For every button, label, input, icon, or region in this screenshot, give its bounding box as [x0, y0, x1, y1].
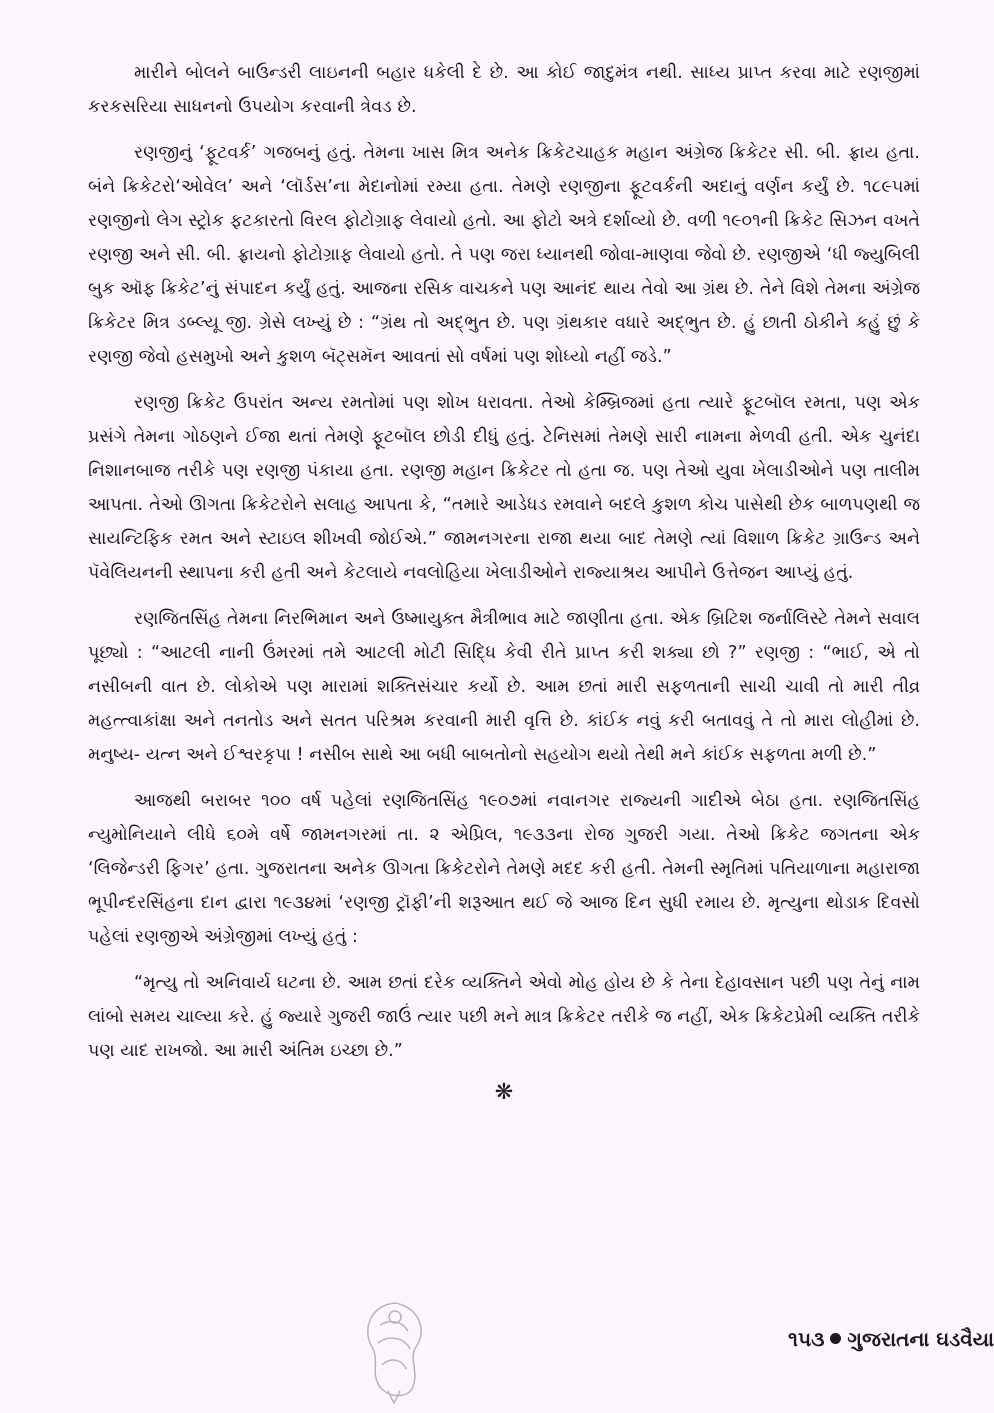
page-body: [88, 56, 920, 1386]
paragraph-4: રણજિતસિંહ તેમના નિરભિમાન અને ઉષ્માયુક્ત મૈત્રીભાવ માટે જાણીતા હતા. એક બ્રિટિશ જર્નાલિસ્ટે તેમને સવાલ પૂછ્યો : “આટલી નાની ઉંમરમાં તમે આટલી મોટી સિદ્ધિ કેવી રીતે પ્રાપ્ત કરી શક્યા છો ?” રણજી : “ભાઈ, એ તો નસીબની વાત છે. લોકોએ પણ મારામાં શક્તિસંચાર કર્યો છે. આમ છતાં મારી સફળતાની સાચી ચાવી તો મારી તીવ્ર મહત્ત્વાકાંક્ષા અને તનતોડ અને સતત પરિશ્રમ કરવાની મારી વૃત્તિ છે. કાંઈક નવું કરી બતાવવું તે તો મારા લોહીમાં છે. મનુષ્ય- યત્ન અને ઈશ્વરકૃપા ! નસીબ સાથે આ બધી બાબતોનો સહયોગ થયો તેથી મને કાંઈક સફળતા મળી છે.”: [88, 609, 920, 765]
decorative-emblem-icon: [350, 1295, 440, 1405]
paragraph-6: “મૃત્યુ તો અનિવાર્ય ઘટના છે. આમ છતાં દરેક વ્યક્તિને એવો મોહ હોય છે કે તેના દેહાવસાન પછી પણ તેનું નામ લાંબો સમય ચાલ્યા કરે. હું જ્યારે ગુજરી જાઉં ત્યાર પછી મને માત્ર ક્રિકેટર તરીકે જ નહીં, એક ક્રિકેટપ્રેમી વ્યક્તિ તરીકે પણ યાદ રાખજો. આ મારી અંતિમ ઇચ્છા છે.”: [88, 973, 920, 1061]
bullet-icon: [830, 1333, 841, 1344]
page-footer: [0, 1265, 994, 1405]
paragraph-5: આજથી બરાબર ૧૦૦ વર્ષ પહેલાં રણજિતસિંહ ૧૯૦૭માં નવાનગર રાજ્યની ગાદીએ બેઠા હતા. રણજિતસિંહ ન્યુમોનિયાને લીધે ૬૦મે વર્ષે જામનગરમાં તા. ૨ એપ્રિલ, ૧૯૩૩ના રોજ ગુજરી ગયા. તેઓ ક્રિકેટ જગતના એક ‘લિજેન્ડરી ફિગર’ હતા. ગુજરાતના અનેક ઊગતા ક્રિકેટરોને તેમણે મદદ કરી હતી. તેમની સ્મૃતિમાં પતિયાળાના મહારાજા ભૂપીન્દરસિંહના દાન દ્વારા ૧૯૩૪માં ‘રણજી ટ્રૉફી’ની શરૂઆત થઈ જે આજ દિન સુધી રમાય છે. મૃત્યુના થોડાક દિવસો પહેલાં રણજીએ અંગ્રેજીમાં લખ્યું હતું :: [88, 791, 920, 947]
paragraph-1: મારીને બોલને બાઉન્ડરી લાઇનની બહાર ધકેલી દે છે. આ કોઈ જાદુમંત્ર નથી. સાધ્ય પ્રાપ્ત કરવા માટે રણજીમાં કરકસરિયા સાધનનો ઉપયોગ કરવાની ત્રેવડ છે.: [88, 63, 920, 117]
book-title: ગુજરાતના ઘડવૈયા: [847, 1327, 994, 1351]
footer-label: [788, 1327, 994, 1351]
page-number: ૧૫૩: [788, 1327, 825, 1351]
paragraph-3: રણજી ક્રિકેટ ઉપરાંત અન્ય રમતોમાં પણ શોખ ધરાવતા. તેઓ કેમ્બ્રિજમાં હતા ત્યારે ફૂટબૉલ રમતા, પણ એક પ્રસંગે તેમના ગોઠણને ઈજા થતાં તેમણે ફૂટબૉલ છોડી દીધું હતું. ટેનિસમાં તેમણે સારી નામના મેળવી હતી. એક ચુનંદા નિશાનબાજ તરીકે પણ રણજી પંકાયા હતા. રણજી મહાન ક્રિકેટર તો હતા જ. પણ તેઓ યુવા ખેલાડીઓને પણ તાલીમ આપતા. તેઓ ઊગતા ક્રિકેટરોને સલાહ આપતા કે, “તમારે આડેધડ રમવાને બદલે કુશળ કોચ પાસેથી છેક બાળપણથી જ સાયન્ટિફિક રમત અને સ્ટાઇલ શીખવી જોઈએ.” જામનગરના રાજા થયા બાદ તેમણે ત્યાં વિશાળ ક્રિકેટ ગ્રાઉન્ડ અને પૅવેલિયનની સ્થાપના કરી હતી અને કેટલાયે નવલોહિયા ખેલાડીઓને રાજ્યાશ્રય આપીને ઉત્તેજન આપ્યું હતું.: [88, 393, 920, 583]
paragraph-2: રણજીનું ‘ફૂટવર્ક’ ગજબનું હતું. તેમના ખાસ મિત્ર અનેક ક્રિકેટચાહક મહાન અંગ્રેજ ક્રિકેટર સી. બી. ફ્રાય હતા. બંને ક્રિકેટરો‘ઓવેલ’ અને ‘લૉર્ડસ’ના મેદાનોમાં રમ્યા હતા. તેમણે રણજીના ફૂટવર્કની અદાનું વર્ણન કર્યું છે. ૧૮૯૫માં રણજીનો લેગ સ્ટ્રોક ફટકારતો વિરલ ફોટોગ્રાફ લેવાયો હતો. આ ફોટો અત્રે દર્શાવ્યો છે. વળી ૧૯૦૧ની ક્રિકેટ સિઝન વખતે રણજી અને સી. બી. ફ્રાયનો ફોટોગ્રાફ લેવાયો હતો. તે પણ જરા ધ્યાનથી જોવા-માણવા જેવો છે. રણજીએ ‘ધી જ્યુબિલી બુક ઑફ ક્રિકેટ’નું સંપાદન કર્યું હતું. આજના રસિક વાચકને પણ આનંદ થાય તેવો આ ગ્રંથ છે. તેને વિશે તેમના અંગ્રેજ ક્રિકેટર મિત્ર ડબ્લ્યૂ જી. ગ્રેસે લખ્યું છે : “ગ્રંથ તો અદ્ભુત છે. પણ ગ્રંથકાર વધારે અદ્ભુત છે. હું છાતી ઠોકીને કહું છું કે રણજી જેવો હસમુખો અને કુશળ બૅટ્સમૅન આવતાં સો વર્ષમાં પણ શોધ્યો નહીં જડે.”: [88, 143, 920, 367]
section-ornament: ❋: [494, 1080, 514, 1105]
